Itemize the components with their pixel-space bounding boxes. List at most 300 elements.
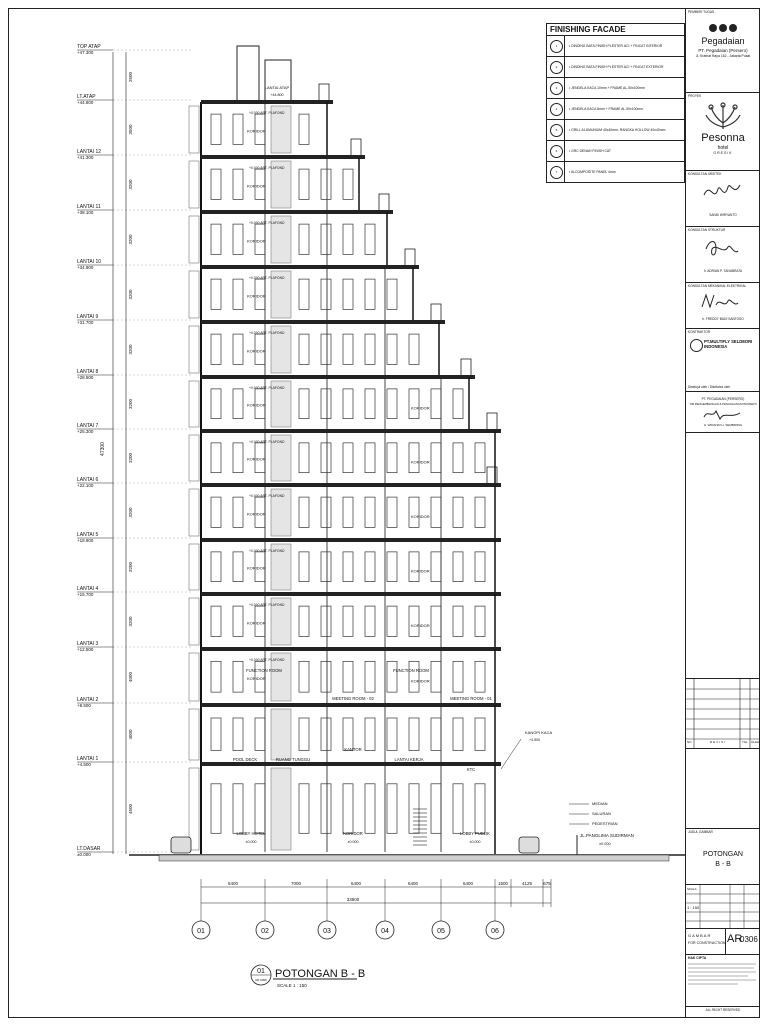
room-label-ruang-tunggu: RUANG TUNGGU (275, 757, 311, 762)
window-frame (431, 443, 441, 473)
window-frame (343, 718, 353, 750)
section-number: 01 (257, 968, 265, 975)
legend-symbol-icon (547, 162, 565, 182)
window-frame (365, 224, 375, 254)
window-frame (321, 606, 331, 636)
owner-address: Jl. Kramat Raya 162 - Jakarta Pusat (695, 54, 751, 58)
stair-core (271, 768, 291, 850)
window-frame (299, 224, 309, 254)
architect-label: KONSULTAN ARSITEK (688, 172, 722, 176)
legend-row (547, 57, 684, 78)
sheet-title-line2: B - B (715, 861, 731, 868)
grid-dimension: 6400 (407, 881, 419, 886)
level-elevation: +44.800 (77, 100, 94, 105)
status-value: FOR CONSTRUCTION (688, 941, 726, 945)
window-frame (321, 497, 331, 527)
ceiling-label: +0.000 ART. PLAFOND (249, 331, 285, 335)
rev-col-no: NO (687, 740, 692, 744)
window-frame (233, 279, 243, 309)
structure-block (686, 227, 760, 283)
window-frame (365, 279, 375, 309)
side-railing (189, 161, 199, 208)
window-frame (387, 443, 397, 473)
legend-code: 3 (550, 82, 563, 95)
floor-slab (201, 429, 501, 433)
level-elevation: ±0.000 (77, 852, 91, 857)
window-frame (365, 443, 375, 473)
room-label-meeting-2: MEETING ROOM - 02 (332, 696, 374, 701)
axis-label: 03 (323, 928, 331, 935)
architect-person: SANDI WIRYANTO (709, 213, 737, 217)
window-frame (211, 279, 221, 309)
roof-parapet (405, 249, 415, 267)
legend-row (547, 78, 684, 99)
contractor-logo-icon (690, 339, 703, 352)
legend-text: • ALCOMPOSITE PANEL 4mm (569, 170, 616, 174)
level-elevation: +34.900 (77, 265, 94, 270)
grid-dimension: 1500 (497, 881, 509, 886)
canopy-elev: +4.500 (529, 738, 541, 742)
scale-block (686, 885, 760, 929)
legend-code: 7 (550, 166, 563, 179)
window-frame (387, 606, 397, 636)
legend-text: • GRC DENAH FINISH CAT (569, 149, 612, 153)
level-name: LANTAI 8 (77, 369, 99, 375)
room-label-lobby-publik: LOBBY PUBLIK (460, 831, 490, 836)
legend-text: • JENDELA KACA 10mm + FRAME AL.50x100mm (569, 86, 645, 90)
window-frame (409, 389, 419, 419)
window-frame (211, 443, 221, 473)
storey-dimension: 3200 (128, 561, 133, 573)
structure-person: Ir. ADRIAN P. TANUBRATA (703, 269, 743, 273)
window-frame (365, 334, 375, 364)
window-frame (475, 606, 485, 636)
window-frame (409, 497, 419, 527)
level-name: LT.ATAP (77, 94, 96, 100)
side-railing (189, 435, 199, 481)
window-frame (365, 661, 375, 692)
storey-dimension: 3200 (128, 507, 133, 518)
floor-slab (201, 762, 501, 766)
window-frame (233, 606, 243, 636)
legend-code: 2 (550, 61, 563, 74)
window-frame (409, 784, 419, 834)
level-name: LANTAI 7 (77, 423, 99, 429)
floor-slab (201, 375, 475, 379)
level-name: LANTAI 5 (77, 532, 99, 538)
side-railing (189, 271, 199, 318)
window-frame (299, 389, 309, 419)
rev-col-oleh: OLEH (751, 740, 760, 744)
approval-signature-icon (702, 407, 742, 421)
room-label-function-1: FUNCTION ROOM (246, 668, 282, 673)
window-frame (211, 497, 221, 527)
room-label-corridor-right: KORIDOR (411, 568, 430, 574)
street-elev: ±0.000 (599, 842, 611, 846)
legend-text: • DINDING BATA FINISH PLESTER ACI + FINCAT INTERIOR (569, 44, 663, 48)
window-frame (321, 784, 331, 834)
storey-dimension: 4000 (128, 671, 133, 683)
storey-dimension: 3200 (128, 179, 133, 190)
grid-dimension: 6400 (462, 881, 474, 886)
level-elevation: +41.300 (77, 155, 94, 160)
room-label-corridor-right: KORIDOR (411, 623, 430, 628)
stair-core (271, 709, 291, 760)
window-frame (321, 718, 331, 750)
level-name: LANTAI 3 (77, 641, 99, 647)
floor-slab (201, 647, 501, 651)
legend-rows (547, 36, 684, 182)
window-frame (343, 334, 353, 364)
window-frame (475, 718, 485, 750)
section-title: POTONGAN B - B (275, 968, 366, 980)
contractor-note: Disetujui oleh / Diketahui oleh (688, 385, 730, 389)
revision-block (686, 679, 760, 749)
window-frame (211, 224, 221, 254)
room-label-corridor: KORIDOR (247, 238, 266, 244)
drawing-sheet (8, 8, 760, 1018)
window-frame (453, 497, 463, 527)
floor-slab (201, 703, 501, 707)
roof-parapet (431, 304, 441, 322)
legend-text: • GRILL ALUMUNIUM 40x40mm, RANGKA HOLLOW 40x40mm (569, 128, 666, 132)
ceiling-label: +0.000 ART. PLAFOND (249, 549, 285, 553)
level-elevation: +31.700 (77, 320, 94, 325)
window-frame (211, 606, 221, 636)
storey-dimension: 3200 (128, 616, 133, 627)
legend-title: FINISHING FACADE (547, 24, 684, 36)
window-frame (431, 552, 441, 582)
sheet-title-label: JUDUL GAMBAR (688, 830, 713, 834)
room-label-kantor: KANTOR (344, 747, 362, 752)
window-frame (343, 169, 353, 199)
window-frame (233, 661, 243, 692)
window-frame (211, 169, 221, 199)
owner-logo-text: Pegadaian (701, 36, 745, 46)
contractor-name: PT.MULTIFLY SELDEDRI INDONESIA (704, 339, 753, 349)
window-frame (255, 718, 265, 750)
ceiling-label: +0.000 ART. PLAFOND (249, 658, 285, 662)
window-frame (431, 606, 441, 636)
room-label-corridor-right: KORIDOR (411, 678, 430, 684)
copyright-block (686, 955, 760, 1007)
window-frame (365, 389, 375, 419)
grid-dimension: 6400 (227, 881, 239, 886)
window-frame (453, 443, 463, 473)
rev-col-tgl: TGL (742, 740, 748, 744)
legend-text: • DINDING BATA FINISH PLESTER ACI + FINCAT EXTERIOR (569, 65, 664, 69)
legend-code: 6 (550, 145, 563, 158)
approval-person: H. WIRANDI H. SEMBIRING (703, 423, 743, 427)
ground-hatch (159, 855, 669, 861)
window-frame (365, 784, 375, 834)
storey-dimension: 4000 (128, 729, 133, 740)
window-frame (387, 784, 397, 834)
contractor-block (686, 329, 760, 433)
window-frame (365, 606, 375, 636)
window-frame (387, 661, 397, 692)
mep-person: Ir. FREDDY BUDI SANTOSO (702, 317, 744, 321)
axis-label: 06 (491, 928, 499, 935)
window-frame (409, 661, 419, 692)
storey-dimension: 3200 (128, 289, 133, 300)
window-frame (387, 552, 397, 582)
window-frame (233, 784, 243, 834)
storey-dimension: 2500 (128, 71, 133, 83)
section-scale: SCALE 1 : 150 (277, 983, 307, 988)
window-frame (299, 606, 309, 636)
ceiling-label: +0.000 ART. PLAFOND (249, 276, 285, 280)
car-right-icon (519, 837, 539, 853)
side-railing (189, 544, 199, 590)
window-frame (365, 497, 375, 527)
status-label: GAMBAR (688, 933, 712, 938)
window-frame (299, 443, 309, 473)
car-left-icon (171, 837, 191, 853)
window-frame (233, 224, 243, 254)
window-frame (211, 718, 221, 750)
roof-parapet (319, 84, 329, 102)
window-frame (343, 552, 353, 582)
window-frame (431, 718, 441, 750)
level-name: LANTAI 9 (77, 314, 99, 320)
grid-dimension: 675 (543, 881, 551, 886)
room-label-ktc: KTC (466, 767, 476, 772)
window-frame (211, 389, 221, 419)
room-elev-lobby-publik: ±0.000 (469, 840, 481, 844)
copyright-label: HAK CIPTA (688, 956, 707, 960)
scale-value: 1 : 150 (687, 905, 700, 910)
mep-signature-icon (700, 291, 740, 313)
window-frame (321, 334, 331, 364)
room-label-corridor: KORIDOR (247, 565, 266, 571)
window-frame (233, 497, 243, 527)
rev-col-revisi: REVISI (710, 740, 726, 744)
legend-code: 1 (550, 40, 563, 53)
window-frame (233, 552, 243, 582)
legend-symbol-icon (547, 36, 565, 56)
window-frame (299, 552, 309, 582)
floor-slab (201, 210, 393, 214)
level-elevation: +25.300 (77, 429, 94, 434)
roof-parapet (379, 194, 389, 212)
window-frame (343, 224, 353, 254)
blank-block-2 (686, 749, 760, 829)
legend-code: 4 (550, 103, 563, 116)
approval-subtitle: TIM PENGEMBANGAN & PENANGANAN PROPERTI (689, 402, 757, 406)
revision-table (686, 679, 760, 749)
window-frame (431, 389, 441, 419)
room-label-corridor: KORIDOR (247, 183, 266, 189)
legend-symbol-icon (547, 141, 565, 161)
window-frame (299, 279, 309, 309)
sheet-title-line1: POTONGAN (703, 851, 743, 858)
side-railing (189, 216, 199, 263)
window-frame (409, 606, 419, 636)
window-frame (343, 279, 353, 309)
window-frame (387, 389, 397, 419)
level-elevation: +38.100 (77, 210, 94, 215)
window-frame (453, 606, 463, 636)
level-elevation: +18.900 (77, 538, 94, 543)
room-label-lobby-hotel: LOBBY HOTEL (236, 831, 266, 836)
storey-dimension: 4500 (128, 803, 133, 815)
window-frame (233, 718, 243, 750)
floor-slab (201, 538, 501, 542)
window-frame (431, 661, 441, 692)
level-elevation: +4.500 (77, 762, 91, 767)
room-label-corridor: KORIDOR (247, 348, 266, 354)
grid-total-dimension: 33500 (346, 897, 360, 902)
window-frame (409, 443, 419, 473)
room-label-corridor: KORIDOR (247, 402, 266, 408)
window-frame (255, 784, 265, 834)
sheet-title-block (686, 829, 760, 885)
room-elev-lobby-hotel: ±0.000 (245, 840, 257, 844)
window-frame (453, 718, 463, 750)
project-city: GRESIK (713, 151, 733, 155)
level-name: LANTAI 11 (77, 204, 101, 210)
legend-text: • JENDELA KACA 8mm + FRAME AL.50x100mm (569, 107, 644, 111)
window-frame (409, 718, 419, 750)
window-frame (321, 661, 331, 692)
owner-logo-icon (708, 23, 738, 33)
window-frame (387, 497, 397, 527)
legend-row (547, 99, 684, 120)
window-frame (453, 389, 463, 419)
blank-notes-block (686, 433, 760, 679)
mep-label: KONSULTAN MEKANIKAL ELEKTRIKAL (688, 284, 747, 288)
room-label-corridor: KORIDOR (247, 620, 266, 626)
level-name: LANTAI 6 (77, 477, 99, 483)
ceiling-label: +0.000 ART. PLAFOND (249, 386, 285, 390)
level-elevation: +22.100 (77, 483, 94, 488)
room-label-corridor: KORIDOR (247, 128, 266, 134)
window-frame (387, 718, 397, 750)
architect-signature-icon (702, 179, 742, 205)
room-label-function-2: FUNCTION ROOM (393, 668, 429, 673)
window-frame (475, 443, 485, 473)
storey-dimension: 3500 (128, 124, 133, 135)
window-frame (365, 552, 375, 582)
grid-dimension: 6400 (350, 881, 362, 886)
axis-label: 01 (197, 928, 205, 935)
window-frame (233, 443, 243, 473)
room-label-corridor: KORIDOR (247, 456, 266, 462)
window-frame (431, 497, 441, 527)
window-frame (299, 497, 309, 527)
roof-parapet (461, 359, 471, 377)
room-elev-top: +44.800 (270, 93, 284, 97)
level-name: LT.DASAR (77, 846, 101, 852)
contractor-label: KONTRAKTOR (688, 330, 711, 334)
window-frame (321, 169, 331, 199)
project-subtitle: hotel (717, 145, 729, 151)
level-name: LANTAI 12 (77, 149, 102, 155)
storey-dimension: 3200 (128, 234, 133, 245)
window-frame (299, 169, 309, 199)
street-label: JL.PANGLIMA SUDIRMAN (580, 833, 634, 838)
ceiling-label: +0.000 ART. PLAFOND (249, 494, 285, 498)
room-label-corridor-right: KORIDOR (411, 459, 430, 465)
ceiling-label: +0.000 ART. PLAFOND (249, 111, 285, 115)
project-block (686, 93, 760, 171)
floor-slab (201, 155, 365, 159)
legend-row (547, 162, 684, 182)
scale-label: SKALA (687, 887, 697, 891)
axis-label: 04 (381, 928, 389, 935)
legend-code: 5 (550, 124, 563, 137)
level-name: LANTAI 4 (77, 586, 99, 592)
finishing-legend (546, 23, 685, 183)
axis-label: 02 (261, 928, 269, 935)
structure-label: KONSULTAN STRUKTUR (688, 228, 726, 232)
window-frame (409, 334, 419, 364)
window-frame (299, 661, 309, 692)
level-elevation: +28.500 (77, 375, 94, 380)
code-number: 0306 (740, 935, 758, 944)
window-frame (299, 718, 309, 750)
axis-label: 05 (437, 928, 445, 935)
title-block (685, 9, 760, 1017)
canopy-label: KANOPI KACA (525, 730, 553, 735)
saluran-label: SALURAN (592, 811, 611, 816)
total-height-dimension: 47300 (100, 442, 106, 456)
legend-symbol-icon (547, 57, 565, 77)
side-railing (189, 598, 199, 645)
room-label-top: LANTAI ATAP (264, 85, 290, 90)
legend-row (547, 141, 684, 162)
structure-signature-icon (702, 235, 742, 261)
pedestrian-label: PEDESTRIAN (592, 821, 618, 826)
room-label-koridor-gf: KORIDOR (343, 831, 363, 836)
section-sheet-ref: AR 0306 (255, 978, 267, 982)
window-frame (475, 497, 485, 527)
window-frame (343, 443, 353, 473)
window-frame (343, 784, 353, 834)
pesonna-logo-icon (703, 101, 743, 131)
window-frame (387, 279, 397, 309)
room-label-corridor: KORIDOR (247, 511, 266, 517)
window-frame (453, 552, 463, 582)
window-frame (475, 661, 485, 692)
window-frame (453, 661, 463, 692)
level-name: LANTAI 10 (77, 259, 102, 265)
room-label-meeting-1: MEETING ROOM - 01 (450, 696, 492, 701)
owner-block (686, 9, 760, 93)
project-name: Pesonna (701, 132, 745, 144)
ceiling-label: +0.000 ART. PLAFOND (249, 166, 285, 170)
window-frame (343, 389, 353, 419)
room-label-corridor-right: KORIDOR (411, 514, 430, 519)
legend-row (547, 120, 684, 141)
median-label: MEDIAN (592, 801, 608, 806)
legend-symbol-icon (547, 99, 565, 119)
window-frame (409, 552, 419, 582)
room-elev-koridor-gf: ±0.000 (347, 840, 359, 844)
window-frame (211, 334, 221, 364)
level-elevation: +12.500 (77, 647, 94, 652)
room-label-corridor-right: KORIDOR (411, 405, 430, 411)
ceiling-label: +0.000 ART. PLAFOND (249, 603, 285, 607)
side-railing (189, 106, 199, 153)
window-frame (475, 552, 485, 582)
window-frame (365, 718, 375, 750)
window-frame (299, 114, 309, 144)
level-elevation: +8.500 (77, 703, 91, 708)
architect-block (686, 171, 760, 227)
roof-parapet (487, 413, 497, 431)
